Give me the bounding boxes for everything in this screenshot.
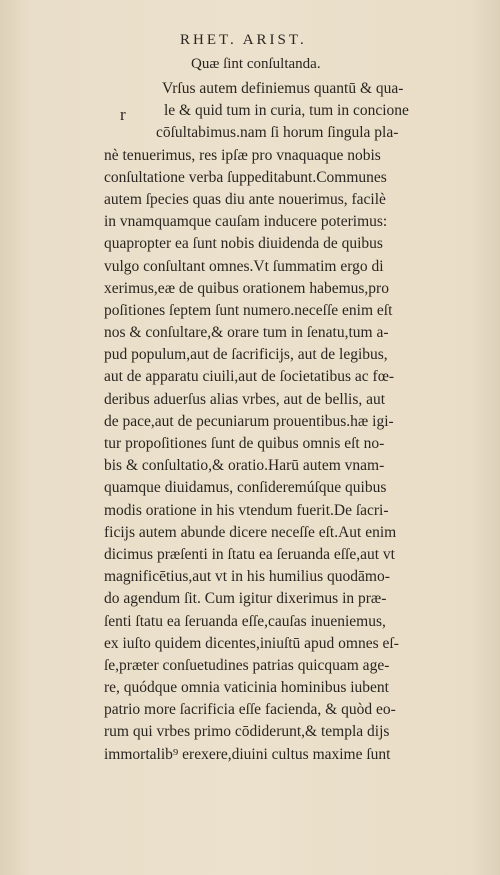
text-line: ſe,præter conſuetudines patrias quicquam age- xyxy=(104,656,390,674)
text-line: conſultatione verba ſuppeditabunt.Communes xyxy=(104,168,387,186)
body-text xyxy=(104,78,469,766)
text-line: in vnamquamque cauſam inducere poterimus: xyxy=(104,213,388,231)
text-line: ex iuſto quidem dicentes,iniuſtū apud omnes eſ- xyxy=(104,634,399,652)
text-line: nè tenuerimus, res ipſæ pro vnaquaque nobis xyxy=(104,146,381,164)
text-line: dicimus præſenti in ſtatu ea ſeruanda eſſe,aut vt xyxy=(104,545,395,563)
text-line: bis & conſultatio,& oratio.Harū autem vnam- xyxy=(104,457,385,475)
text-line: patrio more ſacrificia eſſe facienda, & quòd eo- xyxy=(104,701,396,719)
text-line: autem ſpecies quas diu ante nouerimus, facilè xyxy=(104,190,386,208)
text-line: rum qui vrbes primo cōdiderunt,& templa dijs xyxy=(104,723,390,741)
text-line: Vrſus autem definiemus quantū & qua- xyxy=(162,80,404,97)
text-line: ficijs autem abunde dicere neceſſe eſt.Aut enim xyxy=(104,523,397,541)
section-title: Quæ ſint conſultanda. xyxy=(191,56,321,72)
text-line: cōſultabimus.nam ſi horum ſingula pla- xyxy=(156,124,399,142)
text-line: aut de apparatu ciuili,aut de ſocietatibus ac fœ- xyxy=(104,368,395,386)
text-line: nos & conſultare,& orare tum in ſenatu,tum a- xyxy=(104,324,389,342)
text-line: re, quódque omnia vaticinia hominibus iubent xyxy=(104,679,389,697)
text-line: le & quid tum in curia, tum in concione xyxy=(164,102,409,120)
text-line: tur propoſitiones ſunt de quibus omnis eſt no- xyxy=(104,435,385,452)
text-line: magnificētius,aut vt in his humilius quodāmo- xyxy=(104,568,390,586)
text-line: xerimus,eæ de quibus orationem habemus,pro xyxy=(104,279,389,297)
text-line: modis oratione in his vtendum fuerit.De ſacri- xyxy=(104,501,389,519)
text-line: poſitiones ſeptem ſunt numero.neceſſe enim eſt xyxy=(104,301,393,319)
text-line: pud populum,aut de ſacrificijs, aut de legibus, xyxy=(104,346,388,364)
text-line: quapropter ea ſunt nobis diuidenda de quibus xyxy=(104,235,383,253)
text-line: deribus aduerſus alias vrbes, aut de bellis, aut xyxy=(104,390,386,408)
text-line: ſenti ſtatu ea ſeruanda eſſe,cauſas inueniemus, xyxy=(104,612,386,630)
text-line: do agendum ſit. Cum igitur dixerimus in præ- xyxy=(104,590,387,608)
text-line: vulgo conſultant omnes.Vt ſummatim ergo di xyxy=(104,257,384,275)
margin-note: r xyxy=(120,105,126,124)
text-line: quamque diuidamus, conſideremúſque quibus xyxy=(104,479,387,497)
running-head: RHET. ARIST. xyxy=(180,32,307,48)
text-line: immortalib⁹ erexere,diuini cultus maxime ſunt xyxy=(104,745,391,763)
text-line: de pace,aut de pecuniarum prouentibus.hæ igi- xyxy=(104,412,394,430)
